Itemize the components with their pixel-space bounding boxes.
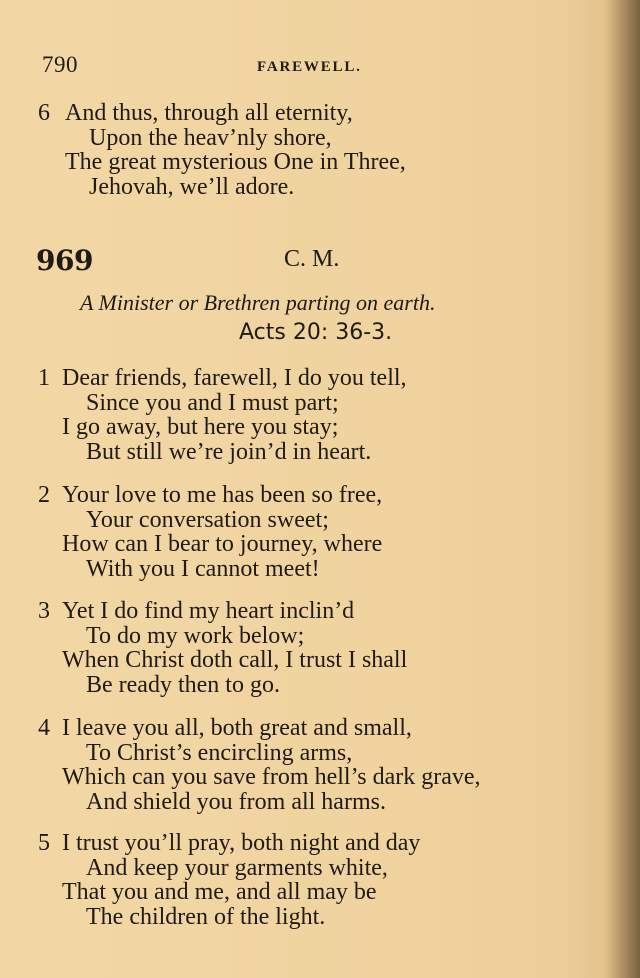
stanza-5 <box>0 831 600 929</box>
page-number: 790 <box>42 52 78 77</box>
hymn-meter: C. M. <box>284 246 340 272</box>
verse-line: With you I cannot meet! <box>86 555 320 582</box>
verse-line: Which can you save from hell’s dark grave, <box>62 764 481 790</box>
verse-number: 6 <box>38 100 50 126</box>
stanza-3 <box>0 599 600 697</box>
verse-number: 1 <box>38 365 50 391</box>
hymn-number: 969 <box>36 244 93 277</box>
verse-line: How can I bear to journey, where <box>62 531 383 557</box>
hymn-header <box>36 244 596 284</box>
verse-line: I leave you all, both great and small, <box>62 715 412 741</box>
verse-line: The children of the light. <box>86 903 326 930</box>
verse-line: When Christ doth call, I trust I shall <box>62 647 408 673</box>
verse-line: I trust you’ll pray, both night and day <box>62 830 421 856</box>
stanza-4 <box>0 716 600 814</box>
verse-line: And keep your garments white, <box>86 854 388 881</box>
verse-line: Be ready then to go. <box>86 671 280 698</box>
verse-line: That you and me, and all may be <box>62 879 377 905</box>
verse-line: Your conversation sweet; <box>86 506 329 533</box>
verse-line: To do my work below; <box>86 622 305 649</box>
hymn-subtitle: A Minister or Brethren parting on earth. <box>80 290 436 315</box>
verse-line: Yet I do find my heart inclin’d <box>62 598 355 624</box>
verse-number: 2 <box>38 482 50 508</box>
stanza-1 <box>0 366 600 464</box>
book-spine-shadow <box>606 0 640 978</box>
verse-line: Upon the heav’nly shore, <box>89 124 332 151</box>
verse-line: Jehovah, we’ll adore. <box>89 173 295 200</box>
verse-number: 5 <box>38 830 50 856</box>
stanza-2 <box>0 483 600 581</box>
verse-line: Dear friends, farewell, I do you tell, <box>62 365 407 391</box>
section-title: FAREWELL. <box>257 59 362 75</box>
verse-line: To Christ’s encircling arms, <box>86 739 353 766</box>
scripture-reference: Acts 20: 36-3. <box>239 320 393 345</box>
verse-line: And shield you from all harms. <box>86 788 386 815</box>
verse-line: But still we’re join’d in heart. <box>86 438 372 465</box>
verse-line: And thus, through all eternity, <box>65 100 353 126</box>
verse-line: Your love to me has been so free, <box>62 482 383 508</box>
verse-line: Since you and I must part; <box>86 389 339 416</box>
verse-line: I go away, but here you stay; <box>62 414 339 440</box>
previous-hymn-stanza-6 <box>0 101 600 199</box>
running-head <box>42 52 582 82</box>
verse-number: 3 <box>38 598 50 624</box>
verse-number: 4 <box>38 715 50 741</box>
verse-line: The great mysterious One in Three, <box>65 149 406 175</box>
